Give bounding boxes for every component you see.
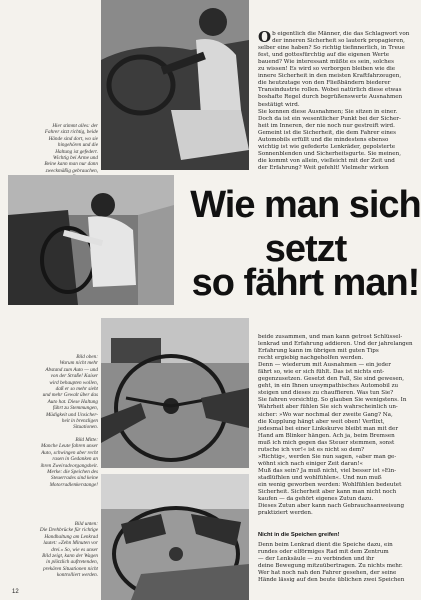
- photo-hand-position: [101, 474, 249, 600]
- headline-line-1: Wie man sich: [190, 184, 421, 226]
- caption-top: Hier stimmt alles: der Fahrer sitzt richtig, beide Hände sind dort, wo sie hingehören und die Haltung ist gefedert. Wichtig bei Arme und Beine kann man nur dann zweckmäßig gebrauchen,: [44, 123, 98, 174]
- article-text-top: b eigentlich die Männer, die das Schlagwort von der inneren Sicherheit so lauterk propagieren, selber eine haben? So richtig tiefinnerlich, in Treue fest, und gottesfürchtig auf die eigenen Werte bauend? Wie interessant müßte es sein, solches zu wissen! Es wird so verborgen bleiben wie die innere Sicherheit in den meisten Kraftfahrzeugen, die heutzutage von den Fließbändern biederer Transindustrie rollen. Wobei natürlich diese etwas boshafte Regel durch begrüßenswerte Ausnahmen bestätigt wird. Sie kennen diese Ausnahmen; Sie sitzen in einer. Doch da ist ein wesentlicher Punkt bei der Sicher- heit im Inneren, der nie noch nur gestreift wird. Gemeint ist die Sicherheit, die dem Fahrer eines Automobils erfüllt und die mindestens ebenso wichtig ist wie gefederte Lenkräder, gepolsterte Sonnenblenden und Sicherheitsgurte. Sie meinen, die kommt von allein, vielleicht mit der Zeit und der Erfahrung? Weit gefehlt! Vielmehr wirken: [258, 31, 410, 171]
- dropcap: O: [258, 28, 272, 47]
- article-column-top: [258, 24, 414, 172]
- headline-line-2: setzt: [264, 228, 347, 270]
- headline-line-3: so fährt man!: [191, 262, 420, 304]
- caption-middle-2: Bild Mitte: Manche Leute fahren unser Auto, schwingen aber recht rasen in Gedanken an ihren Zweiradvorgangsheit. Merke: die Speichen des Steuerrades sind keine Motorradlenkerstange!: [40, 437, 98, 488]
- caption-bottom: Bild unten: Die Drehbrücke für richtige Handhaltung am Lenkrad lautet: »Zehn Minuten vor drei.« So, wie es unser Bild zeigt, kann der Wagen in plötzlich auftretenden, prekären Situationen nicht kontrolliert werden.: [39, 521, 98, 579]
- subheading: Nicht in die Speichen greifen!: [258, 532, 340, 538]
- caption-middle: Bild oben: Warum nicht mehr Abstand zum Auto — und von der Straße! Kaiser wird behaupten wollen, daß er so mehr sieht und mehr Gewalt über das Auto hat. Diese Haltung führt zu Stemmungen, Müdigkeit und Unsicher- heit in brenzligen Situationen.: [42, 354, 98, 431]
- photo-steering-spokes: [101, 318, 249, 468]
- photo-driver-close: [8, 175, 174, 305]
- page-number: 12: [12, 589, 19, 595]
- photo-driver-seated: [101, 0, 249, 170]
- article-column-bottom-2: Denn beim Lenkrad dient die Speiche dazu, ein rundes oder elförmiges Rad mit dem Zentrum — der Lenksäule — zu verbinden und ihr deine Bewegung mitzuübertragen. Zu nichts mehr. Wer hat noch nah den Fahrer gesehen, der seine Hände lässig auf den beute üblichen zwei Speichen: [258, 542, 405, 584]
- article-column-bottom: beide zusammen, und man kann getrost Schlüssel- lenkrad und Erfahrung addieren. Und der jahrelangen Erfahrung kann im übrigen mit guten Tips recht ergiebig nachgeholfen werden. Denn — wiederum mit Ausnahmen — ein jeder fährt so, wie er sich fühlt. Das ist nichts ent- gegenzusetzen. Gesetzt den Fall, Sie sind gewesen, geht, in ein Ihnen unsympathisches Automobil zu steigen und dieses zu chauffieren. Was tun Sie? Sie fahren vorsichtig. So glauben Sie wenigstens. In Wahrheit aber fühlen Sie sich wahrscheinlich un- sicher: »Wo war nochmal der zweite Gang? Na, die Kupplung hängt aber weit oben! Verflixt, jedesmal bei einer Linkskurve bleibt man mit der Hand am Blinker hängen. Ach ja, beim Bremsen muß ich mich gegen das Steuer stemmen, sonst rutsche ich vor!« ist es nicht so dem? »Richtig«, werden Sie nun sagen, »aber man ge- wöhnt sich nach einiger Zeit daran!« Muß das sein? Ja muß nicht, viel besser ist »Ein- stadlüfhlen und wohlfühlen«. Und nun muß ein wenig geworben werden: Wohlfühlen bedeutet Sicherheit. Sicherheit aber kann man nicht noch kaufen — da gehört eigenes Zutun dazu. Dieses Zutun aber kann nach Gebrauchsanweisung praktiziert werden.: [258, 334, 413, 517]
